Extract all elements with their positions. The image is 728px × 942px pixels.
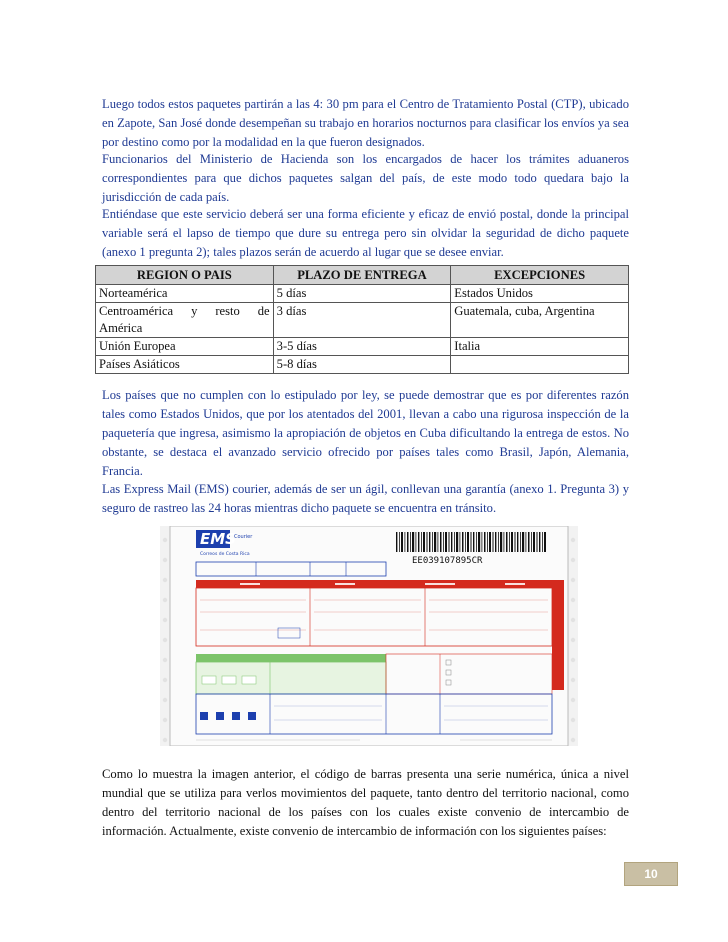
header-region: REGION O PAIS <box>96 266 274 285</box>
ems-logo-text: EMS <box>200 530 236 548</box>
page-number: 10 <box>644 867 658 881</box>
header-excepciones: EXCEPCIONES <box>451 266 629 285</box>
cell-excepciones: Guatemala, cuba, Argentina <box>451 303 629 338</box>
cell-region: Norteamérica <box>96 285 274 303</box>
table-header-row <box>96 266 629 285</box>
cell-plazo: 5 días <box>273 285 451 303</box>
delivery-times-table <box>95 265 629 374</box>
ems-waybill-image <box>160 526 578 746</box>
cell-region: Unión Europea <box>96 338 274 356</box>
cell-excepciones <box>451 356 629 374</box>
paragraph-codigo-barras: Como lo muestra la imagen anterior, el código de barras presenta una serie numérica, única a nivel mundial que se utiliza para verlos movimientos del paquete, tanto dentro del territorio nacional, como dentro del territorio nacional de los países con los cuales existe convenio de intercambio de información. Actualmente, existe convenio de intercambio de información con los siguientes países: <box>102 767 629 838</box>
cell-plazo: 3 días <box>273 303 451 338</box>
page-number-badge <box>624 862 678 886</box>
paragraph-ctp: Luego todos estos paquetes partirán a las 4: 30 pm para el Centro de Tratamiento Postal (CTP), ubicado en Zapote, San José donde desempeñan su trabajo en horarios nocturnos para clasificar los envíos ya sea por destino como por la modalidad en la que fueron designados. <box>102 97 629 149</box>
paragraph-ems: Las Express Mail (EMS) courier, además de ser un ágil, conllevan una garantía (anexo 1. Pregunta 3) y seguro de rastreo las 24 horas mientras dicho paquete se encuentra en tránsito. <box>102 482 629 515</box>
paragraph-excepciones: Los países que no cumplen con lo estipulado por ley, se puede demostrar que es por diferentes razón tales como Estados Unidos, que por los atentados del 2001, llevan a cabo una rigurosa inspección de la paquetería que ingresa, asimismo la apropiación de objetos en Cuba dificultando la entrega de estos. No obstante, se destaca el avanzado servicio ofrecido por países tales como Brasil, Japón, Alemania, Francia. <box>102 388 629 478</box>
paragraph-hacienda: Funcionarios del Ministerio de Hacienda son los encargados de hacer los trámites aduaneros correspondientes para que dichos paquetes salgan del país, de este modo todo quedara bajo la jurisdicción de cada país. <box>102 152 629 204</box>
tracking-number: EE039107895CR <box>412 556 483 566</box>
header-plazo: PLAZO DE ENTREGA <box>273 266 451 285</box>
barcode <box>396 532 546 552</box>
table-row <box>96 303 629 338</box>
cell-region: Países Asiáticos <box>96 356 274 374</box>
table-row <box>96 285 629 303</box>
table-row <box>96 356 629 374</box>
cell-plazo: 3-5 días <box>273 338 451 356</box>
paragraph-plazos: Entiéndase que este servicio deberá ser una forma eficiente y eficaz de envió postal, donde la principal variable será el lapso de tiempo que dure su entrega pero sin olvidar la seguridad de dicho paquete (anexo 1 pregunta 2); tales plazos serán de acuerdo al lugar que se desee enviar. <box>102 207 629 259</box>
issuer-label: Correos de Costa Rica <box>200 552 250 557</box>
cell-region: Centroamérica y resto de América <box>96 303 274 338</box>
table-row <box>96 338 629 356</box>
cell-excepciones: Estados Unidos <box>451 285 629 303</box>
cell-excepciones: Italia <box>451 338 629 356</box>
ems-courier-label: Courier <box>234 534 253 540</box>
cell-plazo: 5-8 días <box>273 356 451 374</box>
